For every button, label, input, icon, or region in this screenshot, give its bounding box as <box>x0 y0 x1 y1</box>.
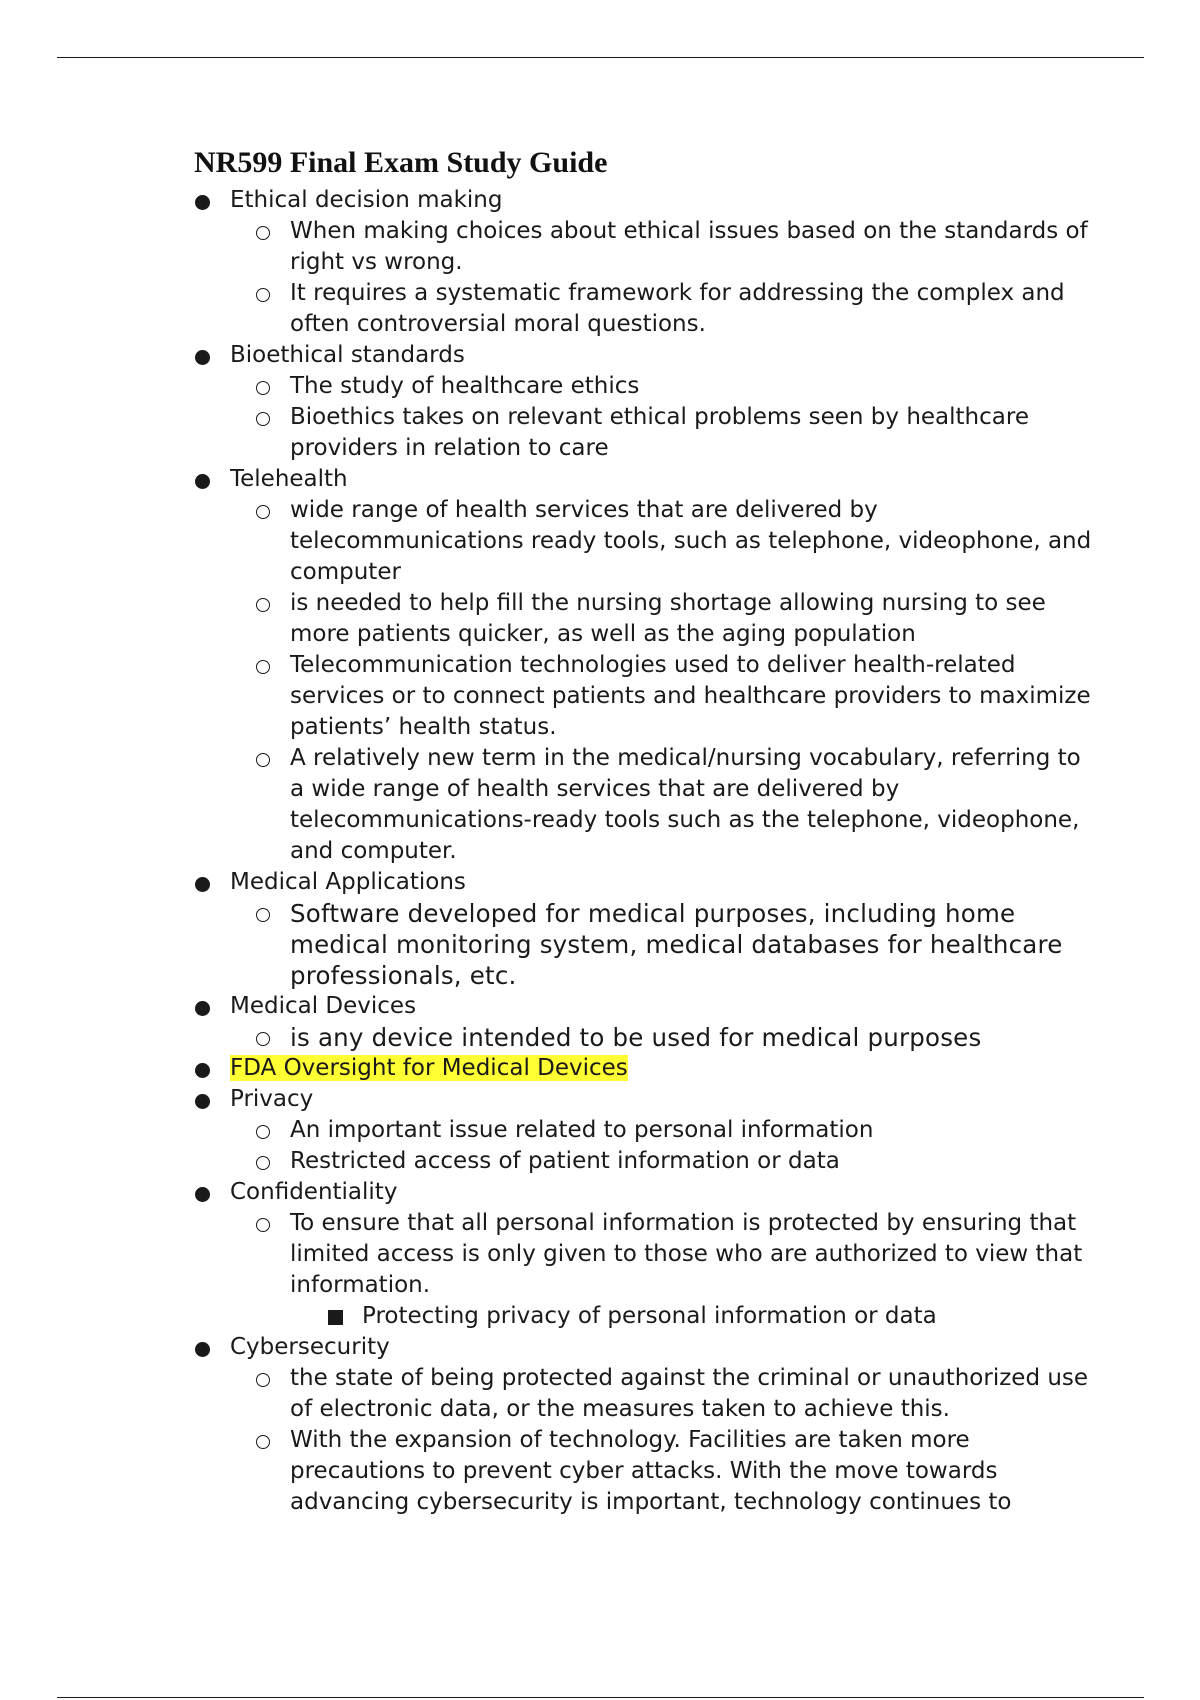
item-text: is any device intended to be used for medical purposes <box>290 1023 982 1052</box>
list-item <box>254 898 1094 991</box>
list-item <box>194 185 1094 340</box>
hollow-bullet-icon <box>256 1373 270 1387</box>
list-item <box>326 1301 1094 1332</box>
item-text: An important issue related to personal information <box>290 1117 874 1143</box>
list-item <box>194 867 1094 991</box>
document-body <box>194 143 1094 1518</box>
hollow-bullet-icon <box>256 381 270 395</box>
section-heading: Privacy <box>230 1086 314 1112</box>
item-text: With the expansion of technology. Facilities are taken more precautions to prevent cyber attacks. With the move towards advancing cybersecurity is important, technology continues to <box>290 1427 1012 1515</box>
list-item <box>254 1022 1094 1053</box>
item-text: the state of being protected against the criminal or unauthorized use of electronic data, or the measures taken to achieve this. <box>290 1365 1089 1422</box>
hollow-bullet-icon <box>256 1125 270 1139</box>
section-heading: Confidentiality <box>230 1179 398 1205</box>
sub-list <box>254 898 1094 991</box>
section-heading: Telehealth <box>230 466 348 492</box>
square-bullet-icon <box>328 1310 343 1325</box>
item-text: A relatively new term in the medical/nursing vocabulary, referring to a wide range of health services that are delivered by telecommunications-ready tools such as the telephone, videophone, and computer. <box>290 745 1081 864</box>
hollow-bullet-icon <box>256 598 270 612</box>
list-item <box>194 1084 1094 1177</box>
item-text: When making choices about ethical issues based on the standards of right vs wrong. <box>290 218 1088 275</box>
list-item <box>254 1425 1094 1518</box>
filled-bullet-icon <box>195 1001 210 1016</box>
list-item <box>254 1208 1094 1332</box>
list-item <box>254 402 1094 464</box>
hollow-bullet-icon <box>256 1435 270 1449</box>
section-heading: Bioethical standards <box>230 342 465 368</box>
list-item <box>254 1146 1094 1177</box>
section-heading: Medical Devices <box>230 993 417 1019</box>
item-text: Restricted access of patient information or data <box>290 1148 840 1174</box>
list-item <box>254 495 1094 588</box>
item-text: Software developed for medical purposes, including home medical monitoring system, medical databases for healthcare professionals, etc. <box>290 899 1063 990</box>
sub-list <box>254 495 1094 867</box>
list-item <box>254 216 1094 278</box>
filled-bullet-icon <box>195 350 210 365</box>
item-text: Protecting privacy of personal information or data <box>362 1303 937 1329</box>
section-heading: Medical Applications <box>230 869 466 895</box>
sub-list <box>254 1363 1094 1518</box>
hollow-bullet-icon <box>256 1218 270 1232</box>
item-text: Bioethics takes on relevant ethical problems seen by healthcare providers in relation to care <box>290 404 1029 461</box>
filled-bullet-icon <box>195 1094 210 1109</box>
list-item <box>254 1363 1094 1425</box>
item-text: To ensure that all personal information is protected by ensuring that limited access is only given to those who are authorized to view that information. <box>290 1210 1083 1298</box>
item-text: It requires a systematic framework for addressing the complex and often controversial moral questions. <box>290 280 1065 337</box>
list-item <box>254 588 1094 650</box>
item-text: wide range of health services that are delivered by telecommunications ready tools, such as telephone, videophone, and computer <box>290 497 1092 585</box>
hollow-bullet-icon <box>256 753 270 767</box>
sub-list <box>254 371 1094 464</box>
list-item <box>254 278 1094 340</box>
sub-list <box>254 216 1094 340</box>
section-heading: Ethical decision making <box>230 187 503 213</box>
hollow-bullet-icon <box>256 908 270 922</box>
sub-list <box>254 1115 1094 1177</box>
hollow-bullet-icon <box>256 1156 270 1170</box>
sub-sub-list <box>326 1301 1094 1332</box>
document-title: NR599 Final Exam Study Guide <box>194 146 608 179</box>
highlighted-heading: FDA Oversight for Medical Devices <box>230 1055 628 1081</box>
header-rule <box>57 57 1144 58</box>
outline-list <box>194 185 1094 1518</box>
hollow-bullet-icon <box>256 412 270 426</box>
hollow-bullet-icon <box>256 288 270 302</box>
filled-bullet-icon <box>195 195 210 210</box>
sub-list <box>254 1022 1094 1053</box>
item-text: Telecommunication technologies used to deliver health-related services or to connect patients and healthcare providers to maximize patients’ health status. <box>290 652 1091 740</box>
filled-bullet-icon <box>195 1187 210 1202</box>
filled-bullet-icon <box>195 1063 210 1078</box>
list-item <box>254 650 1094 743</box>
list-item <box>254 1115 1094 1146</box>
item-text: is needed to help fill the nursing shortage allowing nursing to see more patients quicker, as well as the aging population <box>290 590 1046 647</box>
sub-list <box>254 1208 1094 1332</box>
list-item <box>194 991 1094 1053</box>
item-text: The study of healthcare ethics <box>290 373 640 399</box>
filled-bullet-icon <box>195 474 210 489</box>
hollow-bullet-icon <box>256 226 270 240</box>
filled-bullet-icon <box>195 1342 210 1357</box>
list-item <box>194 464 1094 867</box>
list-item <box>254 371 1094 402</box>
list-item <box>194 1332 1094 1518</box>
list-item <box>194 1053 1094 1084</box>
section-heading: Cybersecurity <box>230 1334 390 1360</box>
hollow-bullet-icon <box>256 1032 270 1046</box>
hollow-bullet-icon <box>256 660 270 674</box>
filled-bullet-icon <box>195 877 210 892</box>
hollow-bullet-icon <box>256 505 270 519</box>
footer-rule <box>57 1697 1144 1698</box>
list-item <box>254 743 1094 867</box>
list-item <box>194 340 1094 464</box>
list-item <box>194 1177 1094 1332</box>
